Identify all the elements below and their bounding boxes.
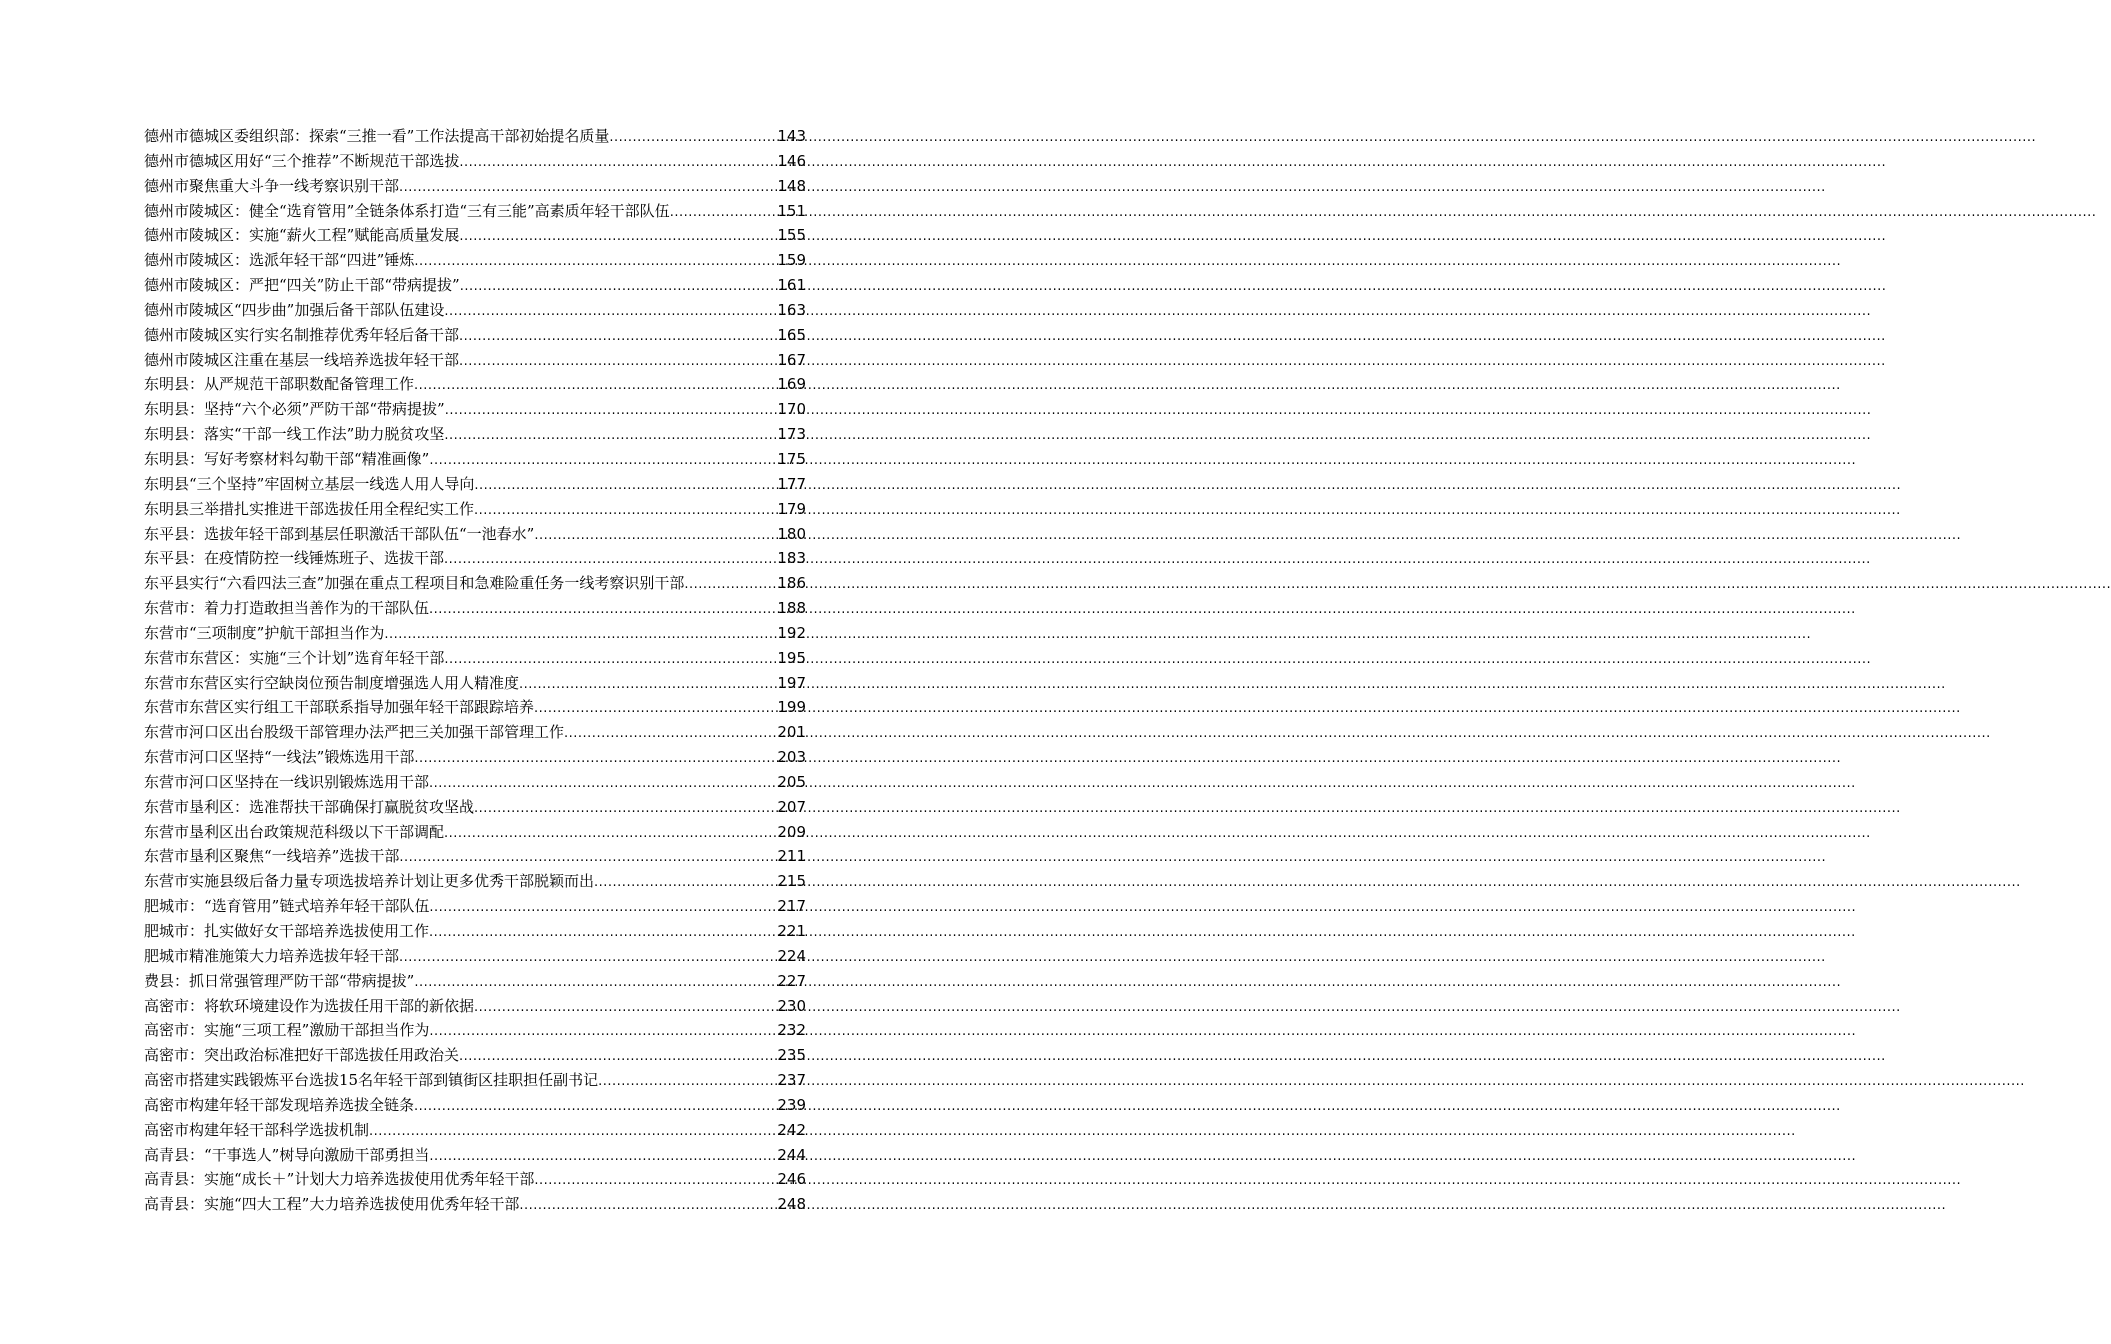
- toc-entry[interactable]: [144, 522, 806, 547]
- toc-entry[interactable]: [144, 248, 806, 273]
- toc-entry-page: 205: [777, 772, 806, 791]
- toc-leader-dots: [534, 1169, 776, 1194]
- toc-entry-title: 高密市构建年轻干部发现培养选拔全链条: [144, 1095, 415, 1114]
- toc-entry-title: 高青县：实施“成长＋”计划大力培养选拔使用优秀年轻干部: [144, 1170, 535, 1189]
- toc-entry[interactable]: [144, 199, 806, 224]
- toc-entry-page: 151: [777, 201, 806, 220]
- toc-entry[interactable]: [144, 820, 806, 845]
- toc-leader-dots: [384, 623, 776, 648]
- toc-entry[interactable]: [144, 621, 806, 646]
- toc-leader-dots: [564, 722, 776, 747]
- toc-entry-page: 192: [777, 623, 806, 642]
- toc-entry[interactable]: [144, 919, 806, 944]
- toc-entry[interactable]: [144, 770, 806, 795]
- toc-entry-title: 高青县：“干事选人”树导向激励干部勇担当: [144, 1145, 430, 1164]
- toc-entry-page: 232: [777, 1021, 806, 1040]
- toc-entry-title: 东明县“三个坚持”牢固树立基层一线选人用人导向: [144, 474, 475, 493]
- toc-entry-title: 东营市垦利区出台政策规范科级以下干部调配: [144, 822, 445, 841]
- toc-entry-title: 高密市：突出政治标准把好干部选拔任用政治关: [144, 1046, 460, 1065]
- toc-entry-page: 159: [777, 251, 806, 270]
- toc-leader-dots: [459, 151, 776, 176]
- toc-leader-dots: [414, 747, 776, 772]
- toc-entry-page: 143: [777, 127, 806, 145]
- toc-entry-title: 东营市东营区：实施“三个计划”选育年轻干部: [144, 648, 445, 667]
- toc-leader-dots: [414, 1095, 776, 1120]
- toc-entry-title: 德州市德城区用好“三个推荐”不断规范干部选拔: [144, 151, 460, 170]
- toc-entry-page: 230: [777, 996, 806, 1015]
- toc-entry[interactable]: [144, 397, 806, 422]
- toc-entry-title: 东营市河口区坚持在一线识别锻炼选用干部: [144, 772, 430, 791]
- toc-entry-page: 179: [777, 499, 806, 518]
- toc-entry[interactable]: [144, 1167, 806, 1192]
- toc-entry[interactable]: [144, 720, 806, 745]
- toc-entry[interactable]: [144, 149, 806, 174]
- toc-entry-title: 德州市陵城区：选派年轻干部“四进”锤炼: [144, 251, 415, 270]
- toc-entry-page: 248: [777, 1195, 806, 1214]
- toc-entry[interactable]: [144, 1068, 806, 1093]
- toc-entry-title: 德州市陵城区：严把“四关”防止干部“带病提拔”: [144, 276, 460, 295]
- toc-entry-page: 246: [777, 1170, 806, 1189]
- toc-entry[interactable]: [144, 1118, 806, 1143]
- toc-entry-title: 德州市陵城区“四步曲”加强后备干部队伍建设: [144, 300, 445, 319]
- toc-entry[interactable]: [144, 497, 806, 522]
- toc-leader-dots: [459, 1045, 776, 1070]
- toc-entry[interactable]: [144, 869, 806, 894]
- toc-entry-page: 177: [777, 474, 806, 493]
- toc-leader-dots: [429, 896, 776, 921]
- toc-entry-page: 227: [777, 971, 806, 990]
- toc-entry-page: 244: [777, 1145, 806, 1164]
- toc-entry-page: 237: [777, 1071, 806, 1090]
- toc-entry-title: 肥城市：“选育管用”链式培养年轻干部队伍: [144, 897, 430, 916]
- toc-leader-dots: [459, 350, 776, 375]
- toc-entry-title: 德州市陵城区实行实名制推荐优秀年轻后备干部: [144, 325, 460, 344]
- toc-entry[interactable]: [144, 695, 806, 720]
- toc-leader-dots: [414, 250, 776, 275]
- toc-entry-title: 德州市德城区委组织部：探索“三推一看”工作法提高干部初始提名质量: [144, 127, 610, 145]
- toc-entry-title: 东营市“三项制度”护航干部担当作为: [144, 623, 385, 642]
- toc-leader-dots: [429, 1145, 776, 1170]
- toc-entry[interactable]: [144, 447, 806, 472]
- toc-entry-page: 195: [777, 648, 806, 667]
- toc-entry-title: 东平县实行“六看四法三查”加强在重点工程项目和急难险重任务一线考察识别干部: [144, 574, 685, 593]
- toc-entry-title: 东营市垦利区聚焦“一线培养”选拔干部: [144, 847, 400, 866]
- toc-entry-title: 费县：抓日常强管理严防干部“带病提拔”: [144, 971, 415, 990]
- toc-leader-dots: [459, 325, 776, 350]
- toc-leader-dots: [474, 474, 776, 499]
- toc-entry-title: 东营市实施县级后备力量专项选拔培养计划让更多优秀干部脱颖而出: [144, 872, 595, 891]
- toc-entry-title: 肥城市精准施策大力培养选拔年轻干部: [144, 946, 400, 965]
- toc-entry-title: 东营市：着力打造敢担当善作为的干部队伍: [144, 599, 430, 618]
- toc-entry[interactable]: [144, 1143, 806, 1168]
- toc-entry-page: 175: [777, 449, 806, 468]
- toc-leader-dots: [444, 648, 776, 673]
- toc-entry-page: 215: [777, 872, 806, 891]
- toc-leader-dots: [429, 449, 776, 474]
- toc-leader-dots: [609, 126, 776, 151]
- toc-leader-dots: [429, 1020, 776, 1045]
- toc-entry[interactable]: [144, 646, 806, 671]
- toc-entry-page: 201: [777, 723, 806, 742]
- toc-entry[interactable]: [144, 348, 806, 373]
- toc-entry[interactable]: [144, 1192, 806, 1217]
- toc-leader-dots: [519, 673, 776, 698]
- toc-leader-dots: [444, 300, 776, 325]
- toc-entry-page: 235: [777, 1046, 806, 1065]
- toc-entry-page: 180: [777, 524, 806, 543]
- toc-entry[interactable]: [144, 969, 806, 994]
- toc-entry-page: 203: [777, 748, 806, 767]
- toc-leader-dots: [414, 971, 776, 996]
- toc-entry-page: 183: [777, 549, 806, 568]
- toc-entry-page: 148: [777, 176, 806, 195]
- toc-entry[interactable]: [144, 1043, 806, 1068]
- toc-entry-title: 东营市东营区实行组工干部联系指导加强年轻干部跟踪培养: [144, 698, 535, 717]
- toc-entry[interactable]: [144, 298, 806, 323]
- toc-entry-title: 高密市：将软环境建设作为选拔任用干部的新依据: [144, 996, 475, 1015]
- toc-entry-page: 173: [777, 425, 806, 444]
- toc-entry[interactable]: [144, 596, 806, 621]
- toc-entry-page: 217: [777, 897, 806, 916]
- toc-leader-dots: [445, 399, 777, 424]
- toc-leader-dots: [444, 548, 776, 573]
- toc-entry-page: 207: [777, 797, 806, 816]
- toc-leader-dots: [414, 374, 776, 399]
- toc-entry-title: 东平县：选拔年轻干部到基层任职激活干部队伍“一池春水”: [144, 524, 535, 543]
- toc-entry-page: 199: [777, 698, 806, 717]
- toc-entry-title: 德州市陵城区：实施“薪火工程”赋能高质量发展: [144, 226, 460, 245]
- toc-entry-title: 东平县：在疫情防控一线锤炼班子、选拔干部: [144, 549, 445, 568]
- toc-entry-title: 德州市陵城区注重在基层一线培养选拔年轻干部: [144, 350, 460, 369]
- toc-entry-title: 东明县三举措扎实推进干部选拔任用全程纪实工作: [144, 499, 475, 518]
- toc-entry[interactable]: [144, 124, 806, 149]
- toc-leader-dots: [670, 201, 777, 226]
- toc-leader-dots: [598, 1070, 776, 1095]
- toc-entry-title: 东明县：坚持“六个必须”严防干部“带病提拔”: [144, 400, 445, 419]
- toc-leader-dots: [474, 797, 776, 822]
- toc-entry-title: 德州市聚焦重大斗争一线考察识别干部: [144, 176, 400, 195]
- toc-entry[interactable]: [144, 372, 806, 397]
- toc-entry-page: 170: [777, 400, 806, 419]
- toc-entry-page: 155: [777, 226, 806, 245]
- toc-entry-title: 高密市：实施“三项工程”激励干部担当作为: [144, 1021, 430, 1040]
- toc-entry-page: 239: [777, 1095, 806, 1114]
- toc-leader-dots: [369, 1120, 776, 1145]
- toc-leader-dots: [399, 946, 776, 971]
- toc-entry-title: 东营市垦利区：选准帮扶干部确保打赢脱贫攻坚战: [144, 797, 475, 816]
- toc-leader-dots: [399, 176, 776, 201]
- toc-entry[interactable]: [144, 1093, 806, 1118]
- toc-entry[interactable]: [144, 944, 806, 969]
- toc-entry-page: 188: [777, 599, 806, 618]
- toc-leader-dots: [444, 822, 776, 847]
- toc-entry-page: 242: [777, 1120, 806, 1139]
- toc-entry-page: 163: [777, 300, 806, 319]
- toc-entry-title: 东营市河口区出台股级干部管理办法严把三关加强干部管理工作: [144, 723, 565, 742]
- toc-entry[interactable]: [144, 844, 806, 869]
- toc-entry-title: 高密市搭建实践锻炼平台选拔15名年轻干部到镇街区挂职担任副书记: [144, 1071, 599, 1090]
- toc-entry-page: 224: [777, 946, 806, 965]
- toc-entry[interactable]: [144, 994, 806, 1019]
- toc-leader-dots: [594, 871, 776, 896]
- toc-entry[interactable]: [144, 745, 806, 770]
- toc-entry-page: 146: [777, 151, 806, 170]
- toc-entry-page: 167: [777, 350, 806, 369]
- toc-entry-title: 东明县：写好考察材料勾勒干部“精准画像”: [144, 449, 430, 468]
- toc-leader-dots: [459, 225, 776, 250]
- toc-entry-title: 东明县：落实“干部一线工作法”助力脱贫攻坚: [144, 425, 445, 444]
- toc-entry[interactable]: [144, 273, 806, 298]
- toc-leader-dots: [429, 772, 776, 797]
- toc-entry-title: 德州市陵城区：健全“选育管用”全链条体系打造“三有三能”高素质年轻干部队伍: [144, 201, 670, 220]
- toc-entry[interactable]: [144, 174, 806, 199]
- toc-leader-dots: [429, 598, 776, 623]
- toc-entry-title: 东营市河口区坚持“一线法”锻炼选用干部: [144, 748, 415, 767]
- toc-leader-dots: [534, 697, 776, 722]
- toc-leader-dots: [429, 921, 776, 946]
- toc-entry-page: 221: [777, 922, 806, 940]
- toc-entry-title: 肥城市：扎实做好女干部培养选拔使用工作: [144, 922, 430, 940]
- toc-leader-dots: [444, 424, 776, 449]
- toc-entry[interactable]: [144, 671, 806, 696]
- toc-entry-title: 东明县：从严规范干部职数配备管理工作: [144, 375, 415, 394]
- toc-entry[interactable]: [144, 422, 806, 447]
- toc-entry[interactable]: [144, 795, 806, 820]
- toc-entry-page: 161: [777, 276, 806, 295]
- toc-entry-title: 高密市构建年轻干部科学选拔机制: [144, 1120, 370, 1139]
- toc-entry-page: 197: [777, 673, 806, 692]
- toc-entry-page: 209: [777, 822, 806, 841]
- toc-entry[interactable]: [144, 894, 806, 919]
- toc-leader-dots: [460, 275, 777, 300]
- toc-entry[interactable]: [144, 546, 806, 571]
- toc-entry-page: 211: [777, 847, 806, 866]
- toc-leader-dots: [519, 1194, 776, 1219]
- toc-leader-dots: [684, 573, 776, 598]
- toc-leader-dots: [474, 996, 776, 1021]
- toc-entry[interactable]: [144, 223, 806, 248]
- toc-leader-dots: [399, 846, 776, 871]
- toc-entry[interactable]: [144, 1018, 806, 1043]
- toc-entry-page: 169: [777, 375, 806, 394]
- toc-entry-page: 165: [777, 325, 806, 344]
- toc-entry-title: 东营市东营区实行空缺岗位预告制度增强选人用人精准度: [144, 673, 520, 692]
- toc-entry-title: 高青县：实施“四大工程”大力培养选拔使用优秀年轻干部: [144, 1195, 520, 1214]
- toc-leader-dots: [474, 499, 776, 524]
- toc-entry[interactable]: [144, 323, 806, 348]
- toc-entry[interactable]: [144, 472, 806, 497]
- toc-entry[interactable]: [144, 571, 806, 596]
- table-of-contents: [144, 124, 806, 1217]
- toc-entry-page: 186: [777, 574, 806, 593]
- toc-leader-dots: [534, 524, 776, 549]
